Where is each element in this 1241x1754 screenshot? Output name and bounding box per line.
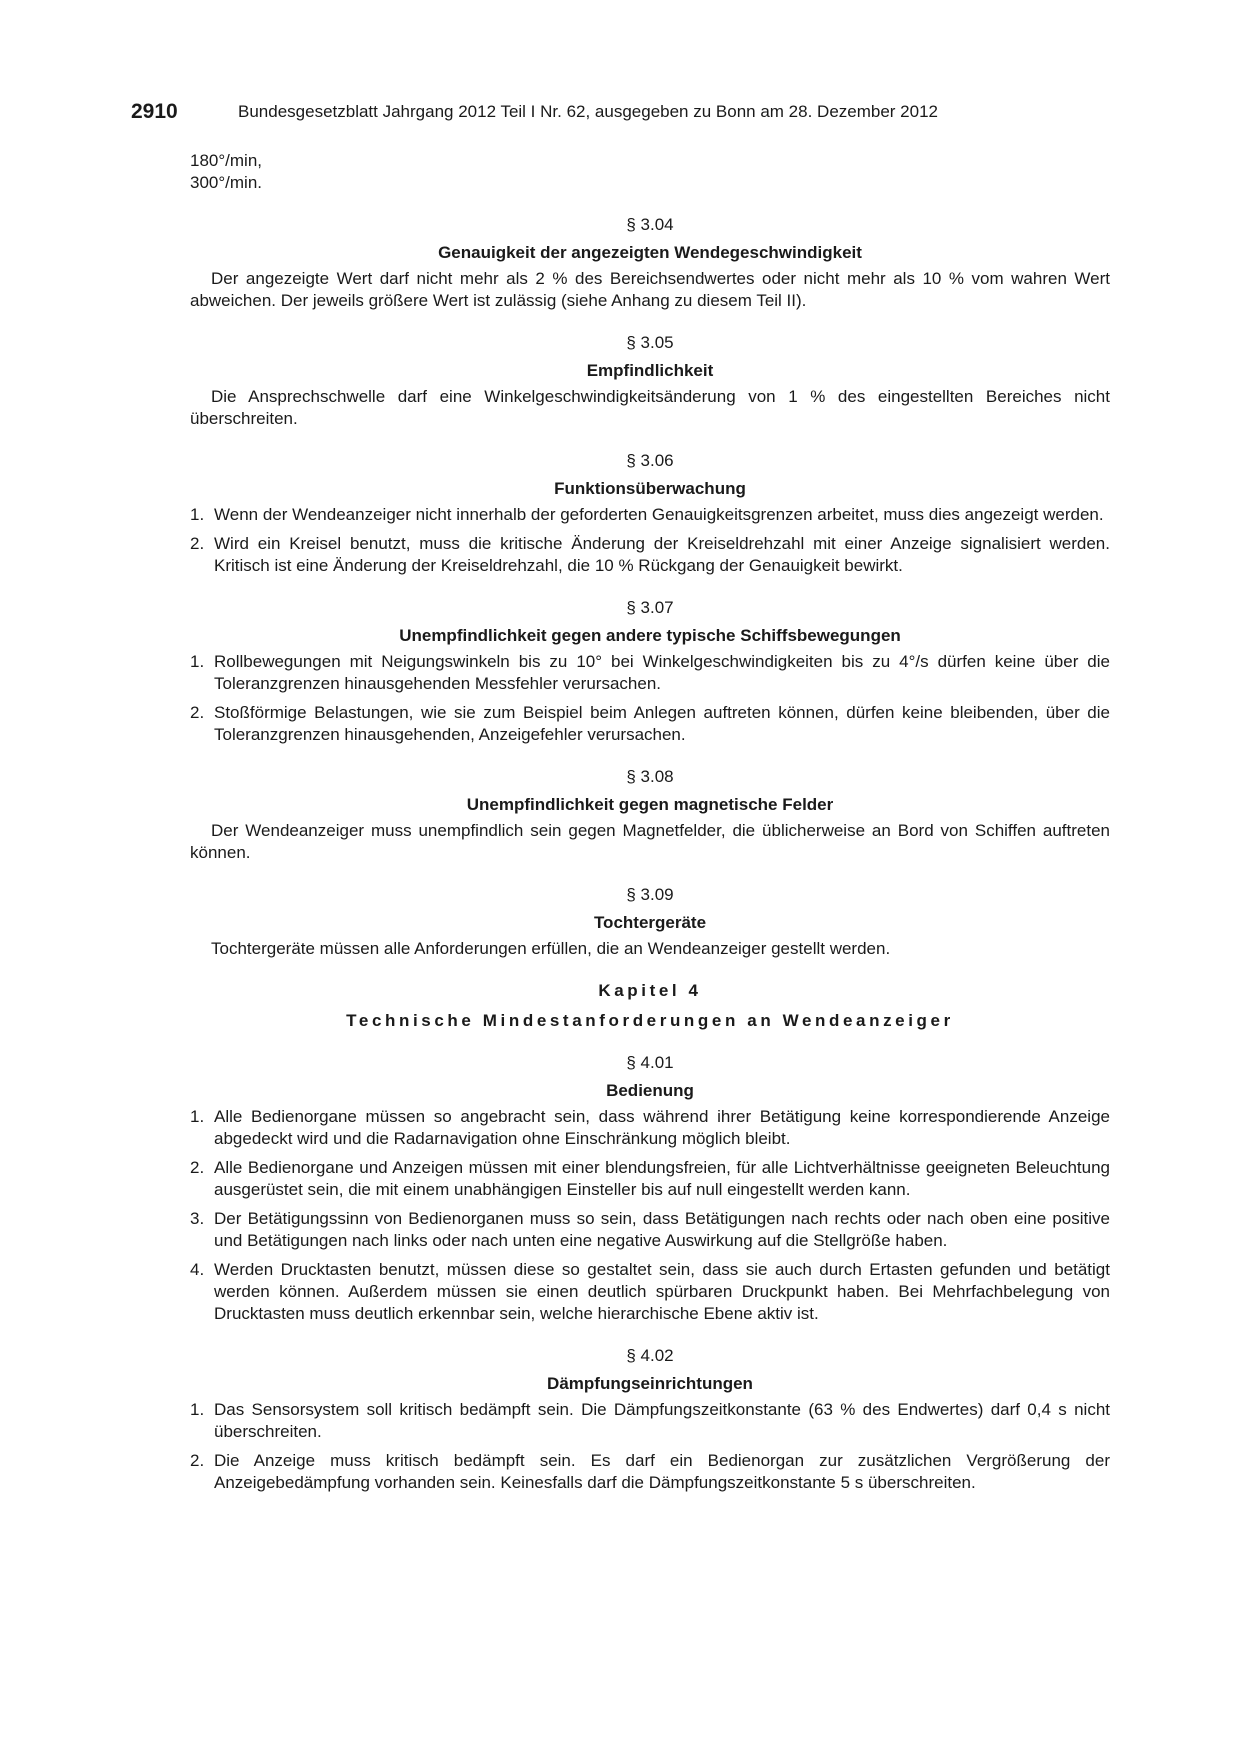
list-item: [190, 1259, 1110, 1325]
section-number: § 3.06: [626, 451, 674, 470]
section-4-01: [190, 1052, 1110, 1325]
section-title: Tochtergeräte: [593, 913, 707, 932]
chapter-title: Technische Mindestanforderungen an Wendeanzeiger: [346, 1011, 954, 1030]
section-paragraph: Tochtergeräte müssen alle Anforderungen erfüllen, die an Wendeanzeiger gestellt werden.: [211, 939, 891, 958]
item-number: 2.: [190, 1158, 205, 1177]
list-item: [190, 651, 1110, 695]
section-3-09: [190, 884, 1110, 960]
item-number: 2.: [190, 1451, 205, 1470]
numbered-list: [190, 651, 1110, 746]
numbered-list: [190, 1399, 1110, 1494]
section-title: Unempfindlichkeit gegen andere typische Schiffsbewegungen: [399, 626, 901, 645]
section-paragraph: Der angezeigte Wert darf nicht mehr als 2 % des Bereichsendwertes oder nicht mehr als 10 % vom wahren Wert abweichen. Der jeweils größere Wert ist zulässig (siehe Anhang zu diesem Teil II).: [190, 269, 1110, 310]
page-body: [190, 150, 1110, 1514]
item-text: Alle Bedienorgane müssen so angebracht sein, dass während ihrer Betätigung keine korrespondierende Anzeige abgedeckt wird und die Radarnavigation ohne Einschränkung möglich bleibt.: [214, 1107, 1110, 1148]
item-number: 4.: [190, 1260, 205, 1279]
section-number: § 4.01: [626, 1053, 674, 1072]
item-number: 1.: [190, 505, 205, 524]
item-number: 3.: [190, 1209, 205, 1228]
section-number: § 3.07: [626, 598, 674, 617]
continued-line: 180°/min,: [190, 151, 263, 170]
list-item: [190, 1450, 1110, 1494]
list-item: [190, 1399, 1110, 1443]
item-text: Stoßförmige Belastungen, wie sie zum Beispiel beim Anlegen auftreten können, dürfen keine bleibenden, über die Toleranzgrenzen hinausgehenden, Anzeigefehler verursachen.: [214, 703, 1110, 744]
list-item: [190, 504, 1110, 526]
list-item: [190, 1157, 1110, 1201]
numbered-list: [190, 504, 1110, 577]
section-paragraph: Die Ansprechschwelle darf eine Winkelgeschwindigkeitsänderung von 1 % des eingestellten Bereiches nicht überschreiten.: [190, 387, 1110, 428]
section-3-08: [190, 766, 1110, 864]
item-text: Wenn der Wendeanzeiger nicht innerhalb der geforderten Genauigkeitsgrenzen arbeitet, muss dies angezeigt werden.: [214, 505, 1104, 524]
item-text: Werden Drucktasten benutzt, müssen diese so gestaltet sein, dass sie auch durch Ertasten gefunden und betätigt werden können. Außerdem müssen sie einen deutlich spürbaren Druckpunkt haben. Bei Mehrfachbelegung von Drucktasten muss deutlich erkennbar sein, welche hierarchische Ebene aktiv ist.: [214, 1260, 1110, 1323]
section-3-07: [190, 597, 1110, 746]
page-header: [131, 100, 1111, 126]
item-text: Rollbewegungen mit Neigungswinkeln bis zu 10° bei Winkelgeschwindigkeiten bis zu 4°/s dürfen keine über die Toleranzgrenzen hinausgehenden Messfehler verursachen.: [214, 652, 1110, 693]
section-number: § 3.09: [626, 885, 674, 904]
section-4-02: [190, 1345, 1110, 1494]
section-number: § 3.05: [626, 333, 674, 352]
item-number: 1.: [190, 1400, 205, 1419]
section-title: Dämpfungseinrichtungen: [547, 1374, 753, 1393]
section-title: Unempfindlichkeit gegen magnetische Felder: [466, 795, 834, 814]
list-item: [190, 1106, 1110, 1150]
item-text: Wird ein Kreisel benutzt, muss die kritische Änderung der Kreiseldrehzahl mit einer Anzeige signalisiert werden. Kritisch ist eine Änderung der Kreiseldrehzahl, die 10 % Rückgang der Genauigkeit bewirkt.: [214, 534, 1110, 575]
section-number: § 3.08: [626, 767, 674, 786]
continued-list: [190, 150, 1110, 194]
running-head: Bundesgesetzblatt Jahrgang 2012 Teil I Nr. 62, ausgegeben zu Bonn am 28. Dezember 2012: [238, 102, 938, 121]
section-title: Genauigkeit der angezeigten Wendegeschwindigkeit: [438, 243, 862, 262]
section-3-06: [190, 450, 1110, 577]
chapter-label: Kapitel 4: [598, 981, 702, 1000]
item-number: 2.: [190, 534, 205, 553]
item-number: 2.: [190, 703, 205, 722]
item-text: Die Anzeige muss kritisch bedämpft sein. Es darf ein Bedienorgan zur zusätzlichen Vergrößerung der Anzeigebedämpfung vorhanden sein. Keinesfalls darf die Dämpfungszeitkonstante 5 s überschreiten.: [214, 1451, 1110, 1492]
section-3-05: [190, 332, 1110, 430]
section-title: Bedienung: [606, 1081, 694, 1100]
item-number: 1.: [190, 1107, 205, 1126]
continued-line: 300°/min.: [190, 173, 263, 192]
section-3-04: [190, 214, 1110, 312]
list-item: [190, 1208, 1110, 1252]
item-number: 1.: [190, 652, 205, 671]
numbered-list: [190, 1106, 1110, 1325]
item-text: Alle Bedienorgane und Anzeigen müssen mit einer blendungsfreien, für alle Lichtverhältnisse geeigneten Beleuchtung ausgerüstet sein, die mit einem unabhängigen Einsteller bis auf null eingestellt werden kann.: [214, 1158, 1110, 1199]
section-number: § 4.02: [626, 1346, 674, 1365]
list-item: [190, 533, 1110, 577]
section-number: § 3.04: [626, 215, 674, 234]
section-title: Empfindlichkeit: [586, 361, 714, 380]
item-text: Das Sensorsystem soll kritisch bedämpft sein. Die Dämpfungszeitkonstante (63 % des Endwertes) darf 0,4 s nicht überschreiten.: [214, 1400, 1110, 1441]
section-paragraph: Der Wendeanzeiger muss unempfindlich sein gegen Magnetfelder, die üblicherweise an Bord von Schiffen auftreten können.: [190, 821, 1110, 862]
page-number: 2910: [131, 100, 178, 123]
item-text: Der Betätigungssinn von Bedienorganen muss so sein, dass Betätigungen nach rechts oder nach oben eine positive und Betätigungen nach links oder nach unten eine negative Auswirkung auf die Stellgröße haben.: [214, 1209, 1110, 1250]
section-title: Funktionsüberwachung: [554, 479, 746, 498]
list-item: [190, 702, 1110, 746]
